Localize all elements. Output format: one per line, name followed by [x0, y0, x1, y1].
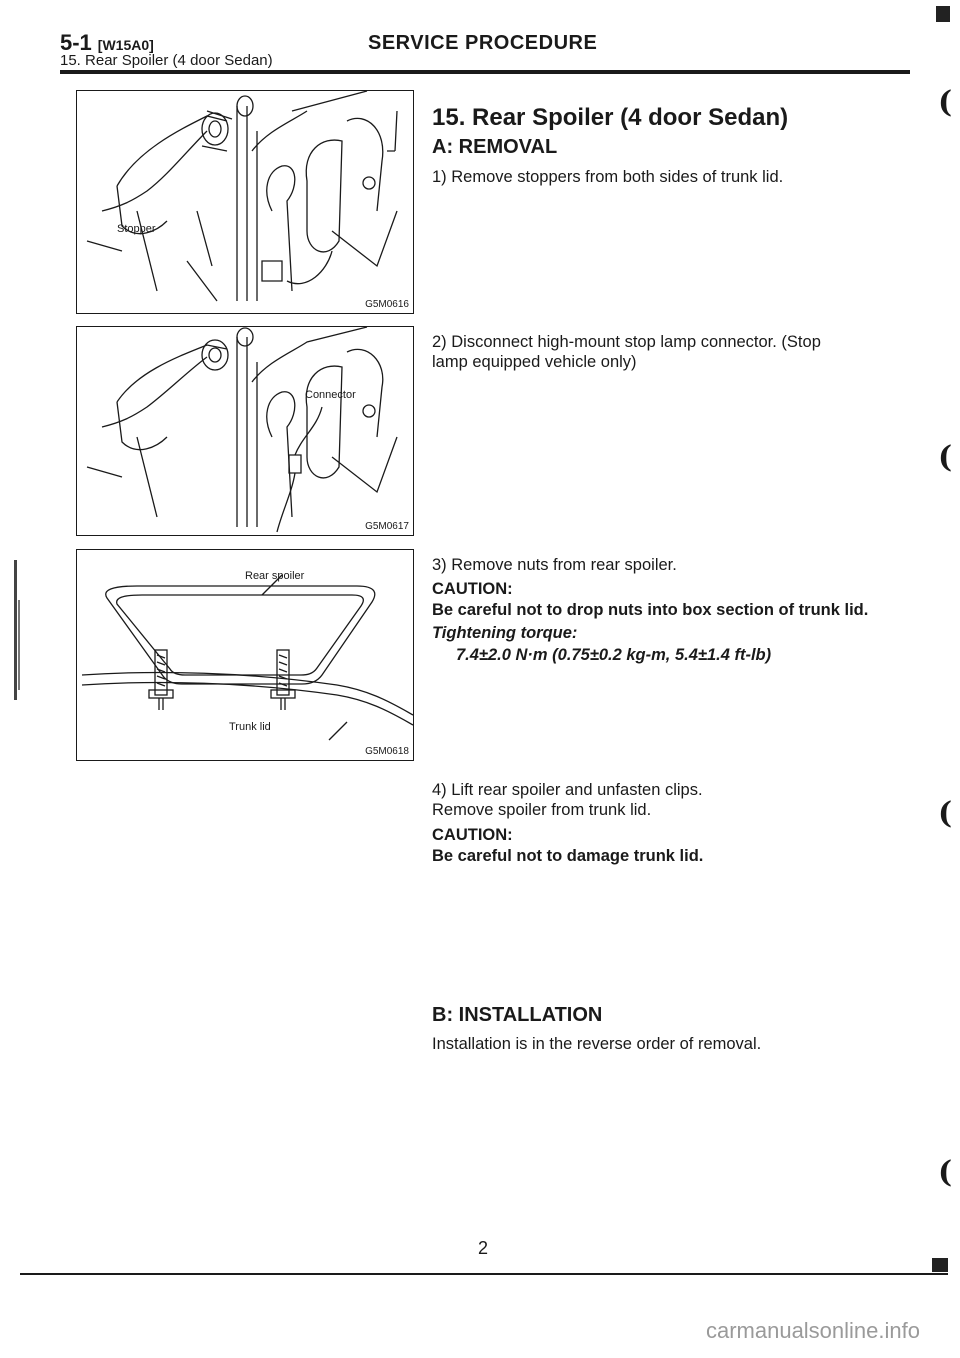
header-title: SERVICE PROCEDURE — [368, 32, 598, 54]
header-subtitle: 15. Rear Spoiler (4 door Sedan) — [60, 52, 273, 69]
footer-rule — [20, 1273, 948, 1275]
installation-text: Installation is in the reverse order of removal. — [432, 1035, 762, 1053]
torque-title: Tightening torque: — [432, 624, 578, 642]
binder-mark: ( — [938, 85, 953, 120]
figure-stopper — [76, 90, 414, 314]
caution-1-text: Be careful not to drop nuts into box section of trunk lid. — [432, 601, 869, 619]
scan-corner-mark — [932, 1258, 948, 1272]
connector-illustration — [77, 327, 413, 535]
connector-label: Connector — [305, 389, 356, 401]
scan-edge-mark — [14, 560, 17, 700]
trunk-lid-label: Trunk lid — [229, 721, 271, 733]
scan-corner-mark — [936, 6, 950, 22]
removal-step-2-line-1: 2) Disconnect high-mount stop lamp connector. (Stop — [432, 333, 821, 351]
figure-id: G5M0616 — [365, 299, 409, 310]
figure-id: G5M0618 — [365, 746, 409, 757]
removal-step-3: 3) Remove nuts from rear spoiler. — [432, 556, 677, 574]
section-heading: 15. Rear Spoiler (4 door Sedan) — [432, 104, 789, 131]
binder-mark: ( — [938, 796, 953, 831]
figure-connector — [76, 326, 414, 536]
removal-step-4-line-1: 4) Lift rear spoiler and unfasten clips. — [432, 781, 703, 799]
installation-heading: B: INSTALLATION — [432, 1004, 603, 1026]
stopper-illustration — [77, 91, 413, 313]
header-rule — [60, 70, 910, 74]
page-number: 2 — [478, 1238, 489, 1258]
rear-spoiler-label: Rear spoiler — [245, 570, 305, 582]
removal-step-4-line-2: Remove spoiler from trunk lid. — [432, 801, 652, 819]
figure-id: G5M0617 — [365, 521, 409, 532]
caution-2-title: CAUTION: — [432, 826, 513, 844]
scan-edge-mark — [18, 600, 20, 690]
binder-mark: ( — [938, 440, 953, 475]
section-number: 5-1 [W15A0] — [60, 30, 154, 55]
removal-step-2-line-2: lamp equipped vehicle only) — [432, 353, 637, 371]
removal-step-1: 1) Remove stoppers from both sides of trunk lid. — [432, 168, 784, 186]
removal-heading: A: REMOVAL — [432, 136, 558, 158]
figure-rear-spoiler — [76, 549, 414, 761]
section-code: [W15A0] — [97, 37, 154, 53]
watermark: carmanualsonline.info — [705, 1318, 920, 1343]
caution-1-title: CAUTION: — [432, 580, 513, 598]
stopper-label: Stopper — [117, 223, 156, 235]
torque-value: 7.4±2.0 N·m (0.75±0.2 kg-m, 5.4±1.4 ft-lb) — [456, 646, 772, 664]
caution-2-text: Be careful not to damage trunk lid. — [432, 847, 704, 865]
binder-mark: ( — [938, 1155, 953, 1190]
